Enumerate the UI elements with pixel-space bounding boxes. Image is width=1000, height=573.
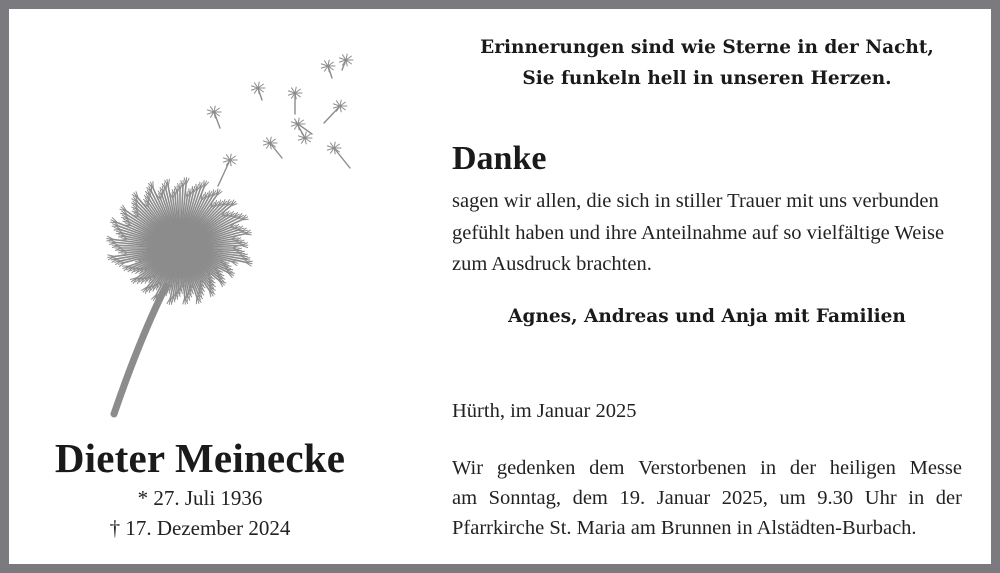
mass-word: Messe (909, 457, 962, 479)
mass-word: 9.30 (817, 487, 854, 509)
mass-word: dem (572, 487, 608, 509)
motto-line-1: Erinnerungen sind wie Sterne in der Nacht, (480, 37, 934, 58)
mass-word: gedenken (496, 457, 576, 479)
dandelion-icon (100, 48, 380, 418)
death-date: † 17. Dezember 2024 (109, 516, 291, 540)
mass-word: Uhr (864, 487, 897, 509)
mass-word: in (908, 487, 925, 509)
mass-word: am (452, 487, 478, 509)
mass-word: heiligen (829, 457, 896, 479)
thanks-text (452, 186, 962, 281)
mass-word: dem (589, 457, 625, 479)
motto-line-2: Sie funkeln hell in unseren Herzen. (522, 68, 892, 89)
deceased-name: Dieter Meinecke (54, 435, 346, 481)
thanks-line-1: sagen wir allen, die sich in stiller Trauer mit uns verbunden (452, 190, 939, 212)
family-signature: Agnes, Andreas und Anja mit Familien (508, 306, 906, 327)
birth-date: * 27. Juli 1936 (137, 486, 263, 510)
thanks-line-3: zum Ausdruck brachten. (452, 253, 652, 275)
mass-word: Verstorbenen (638, 457, 747, 479)
mass-line-1 (452, 453, 962, 483)
mass-word: 2025, (721, 487, 768, 509)
thanks-heading: Danke (452, 140, 547, 177)
mass-word: in (760, 457, 777, 479)
mass-word: der (789, 457, 817, 479)
mass-word: der (935, 487, 962, 509)
mass-word: um (779, 487, 806, 509)
mass-word: 19. (619, 487, 646, 509)
mass-announcement (452, 453, 962, 543)
mass-word: Wir (452, 457, 484, 479)
place-date: Hürth, im Januar 2025 (452, 400, 637, 422)
thanks-line-2: gefühlt haben und ihre Anteilnahme auf so vielfältige Weise (452, 221, 945, 244)
motto (452, 32, 962, 94)
mass-line-2 (452, 483, 962, 513)
mass-word: Januar (656, 487, 711, 509)
mass-word: Sonntag, (488, 487, 561, 509)
mass-line-3: Pfarrkirche St. Maria am Brunnen in Alstädten-Burbach. (452, 517, 917, 539)
